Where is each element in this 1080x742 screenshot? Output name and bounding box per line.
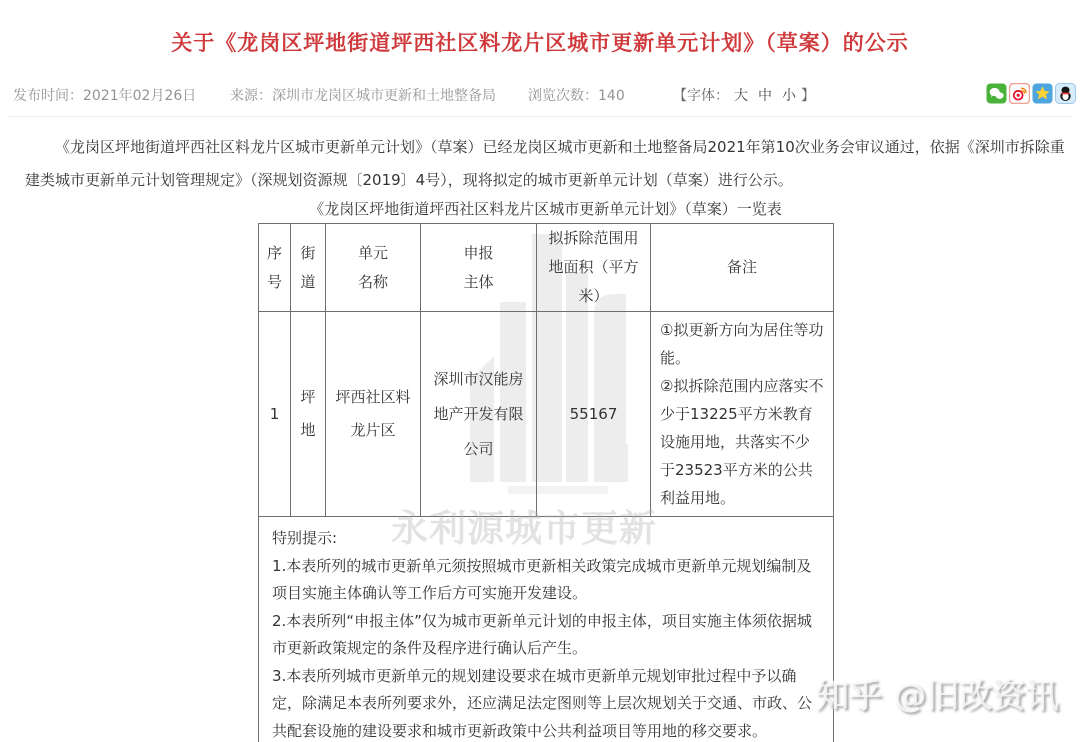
wechat-share-icon[interactable] (986, 83, 1007, 104)
col-header-area: 拟拆除范围用地面积（平方米） (537, 224, 651, 312)
col-header-remarks: 备注 (651, 224, 834, 312)
font-size-small-button[interactable]: 小 (782, 88, 796, 104)
table-row (259, 312, 834, 517)
font-size-large-button[interactable]: 大 (734, 88, 748, 104)
view-count-label: 浏览次数： (528, 88, 598, 104)
col-header-seq: 序号 (259, 224, 291, 312)
zhihu-watermark: 知乎 @旧改资讯 (816, 676, 1059, 715)
share-buttons (986, 83, 1076, 104)
cell-unit-name: 坪西社区料龙片区 (326, 312, 421, 517)
col-header-applicant: 申报主体 (421, 224, 537, 312)
header-divider (8, 116, 1073, 117)
weibo-share-icon[interactable] (1009, 83, 1030, 104)
qq-share-icon[interactable] (1055, 83, 1076, 104)
table-header-row (259, 224, 834, 312)
notes-title: 特别提示: (272, 529, 338, 547)
font-switcher-suffix: 】 (801, 88, 815, 104)
source-label: 来源： (230, 88, 272, 104)
col-header-street: 街道 (291, 224, 326, 312)
cell-seq: 1 (259, 312, 291, 517)
publish-time-value: 2021年02月26日 (83, 88, 197, 104)
remark-item-2: ②拟拆除范围内应落实不少于13225平方米教育设施用地，共落实不少于23523平方米的公共利益用地。 (660, 377, 824, 507)
view-count-value: 140 (598, 88, 625, 104)
publish-time-label: 发布时间： (13, 88, 83, 104)
font-switcher-prefix: 【字体： (673, 88, 729, 104)
company-text-watermark: 永利源城市更新 (391, 507, 657, 550)
col-header-unit-name: 单元名称 (326, 224, 421, 312)
plan-table (258, 223, 834, 742)
cell-applicant: 深圳市汉能房地产开发有限公司 (421, 312, 537, 517)
source (230, 85, 496, 105)
intro-paragraph: 《龙岗区坪地街道坪西社区料龙片区城市更新单元计划》（草案）已经龙岗区城市更新和土地整备局2021年第10次业务会审议通过，依据《深圳市拆除重建类城市更新单元计划管理规定》（深规划资源规〔2019〕4号），现将拟定的城市更新单元计划（草案）进行公示。 (25, 138, 1065, 189)
cell-remarks (651, 312, 834, 517)
note-item-2: 2.本表所列“申报主体”仅为城市更新单元计划的申报主体，项目实施主体须依据城市更新政策规定的条件及程序进行确认后产生。 (272, 611, 812, 657)
font-size-medium-button[interactable]: 中 (758, 88, 772, 104)
meta-bar (0, 85, 1080, 107)
note-item-3: 3.本表所列城市更新单元的规划建设要求在城市更新单元规划审批过程中予以确定，除满足本表所列要求外，还应满足法定图则等上层次规划关于交通、市政、公共配套设施的建设要求和城市更新政策中公共利益项目等用地的移交要求。 (272, 666, 813, 740)
view-count (528, 85, 625, 105)
remark-item-1: ①拟更新方向为居住等功能。 (660, 321, 824, 367)
source-value: 深圳市龙岗区城市更新和土地整备局 (272, 88, 496, 104)
table-caption: 《龙岗区坪地街道坪西社区料龙片区城市更新单元计划》（草案）一览表 (309, 200, 782, 218)
page-title: 关于《龙岗区坪地街道坪西社区料龙片区城市更新单元计划》（草案）的公示 (171, 31, 909, 55)
note-item-1: 1.本表所列的城市更新单元须按照城市更新相关政策完成城市更新单元规划编制及项目实施主体确认等工作后方可实施开发建设。 (272, 556, 812, 602)
cell-area: 55167 (537, 312, 651, 517)
font-size-switcher (673, 85, 815, 105)
cell-street: 坪地 (291, 312, 326, 517)
qzone-share-icon[interactable] (1032, 83, 1053, 104)
publish-time (13, 85, 196, 105)
